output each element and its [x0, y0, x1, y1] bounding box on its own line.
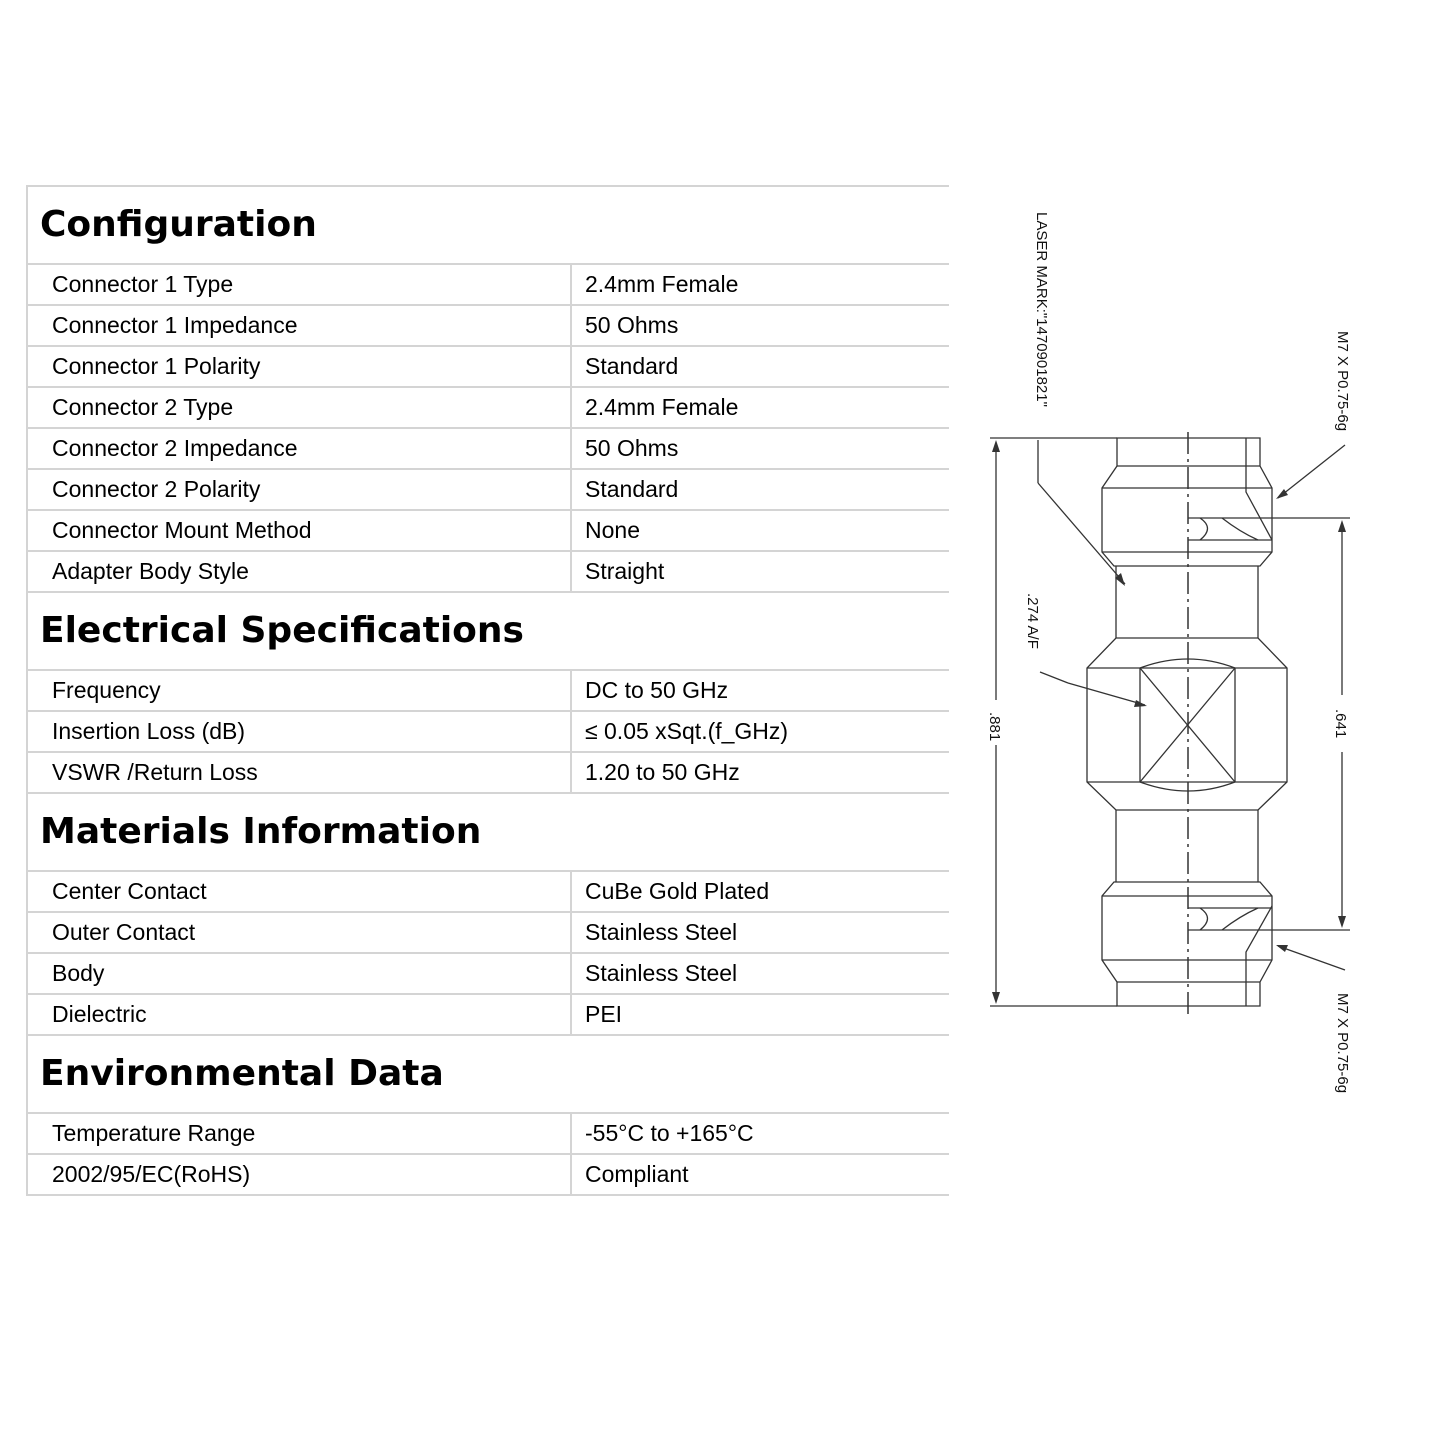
- spec-value: 2.4mm Female: [585, 271, 739, 297]
- spec-row: [28, 1114, 949, 1155]
- spec-label: Connector Mount Method: [28, 511, 572, 550]
- spec-label: Outer Contact: [28, 913, 572, 952]
- spec-row: [28, 306, 949, 347]
- spec-label: Connector 1 Type: [28, 265, 572, 304]
- spec-value: None: [585, 517, 640, 543]
- spec-label: 2002/95/EC(RoHS): [28, 1155, 572, 1194]
- laser-mark-label: LASER MARK:"1470901821": [1033, 212, 1050, 407]
- spec-label: Temperature Range: [28, 1114, 572, 1153]
- spec-label: Connector 2 Polarity: [28, 470, 572, 509]
- thread-bottom-label: M7 X P0.75-6g: [1334, 993, 1351, 1094]
- spec-row: [28, 1155, 949, 1196]
- spec-row: [28, 470, 949, 511]
- spec-label: VSWR /Return Loss: [28, 753, 572, 792]
- spec-table: [26, 185, 949, 1196]
- spec-row: [28, 954, 949, 995]
- spec-value: 1.20 to 50 GHz: [585, 759, 740, 785]
- spec-label: Adapter Body Style: [28, 552, 572, 591]
- connector-drawing: [960, 190, 1380, 1120]
- spec-value: Straight: [585, 558, 665, 584]
- section-title: Environmental Data: [28, 1036, 949, 1114]
- spec-value: ≤ 0.05 xSqt.(f_GHz): [585, 718, 789, 744]
- spec-row: [28, 913, 949, 954]
- spec-row: [28, 265, 949, 306]
- spec-value: Standard: [585, 476, 679, 502]
- spec-value: Compliant: [585, 1161, 689, 1187]
- spec-label: Insertion Loss (dB): [28, 712, 572, 751]
- spec-label: Connector 2 Impedance: [28, 429, 572, 468]
- spec-row: [28, 511, 949, 552]
- spec-row: [28, 872, 949, 913]
- spec-label: Dielectric: [28, 995, 572, 1034]
- spec-value: DC to 50 GHz: [585, 677, 729, 703]
- dim-inner-label: .641: [1332, 709, 1349, 739]
- spec-row: [28, 552, 949, 593]
- spec-label: Connector 2 Type: [28, 388, 572, 427]
- dim-af-label: .274 A/F: [1024, 593, 1041, 649]
- thread-top-label: M7 X P0.75-6g: [1334, 331, 1351, 432]
- spec-value: -55°C to +165°C: [585, 1120, 754, 1146]
- section-title: Materials Information: [28, 794, 949, 872]
- section-title: Configuration: [28, 187, 949, 265]
- spec-label: Center Contact: [28, 872, 572, 911]
- spec-value: Stainless Steel: [585, 919, 738, 945]
- spec-row: [28, 347, 949, 388]
- spec-value: CuBe Gold Plated: [585, 878, 770, 904]
- spec-row: [28, 388, 949, 429]
- section-title: Electrical Specifications: [28, 593, 949, 671]
- spec-label: Connector 1 Polarity: [28, 347, 572, 386]
- spec-value: 50 Ohms: [585, 312, 679, 338]
- dim-overall-label: .881: [986, 712, 1003, 742]
- spec-row: [28, 712, 949, 753]
- spec-value: Standard: [585, 353, 679, 379]
- spec-value: Stainless Steel: [585, 960, 738, 986]
- spec-label: Body: [28, 954, 572, 993]
- spec-label: Frequency: [28, 671, 572, 710]
- spec-value: 2.4mm Female: [585, 394, 739, 420]
- spec-row: [28, 753, 949, 794]
- spec-value: 50 Ohms: [585, 435, 679, 461]
- spec-row: [28, 671, 949, 712]
- spec-value: PEI: [585, 1001, 623, 1027]
- spec-label: Connector 1 Impedance: [28, 306, 572, 345]
- spec-row: [28, 995, 949, 1036]
- spec-row: [28, 429, 949, 470]
